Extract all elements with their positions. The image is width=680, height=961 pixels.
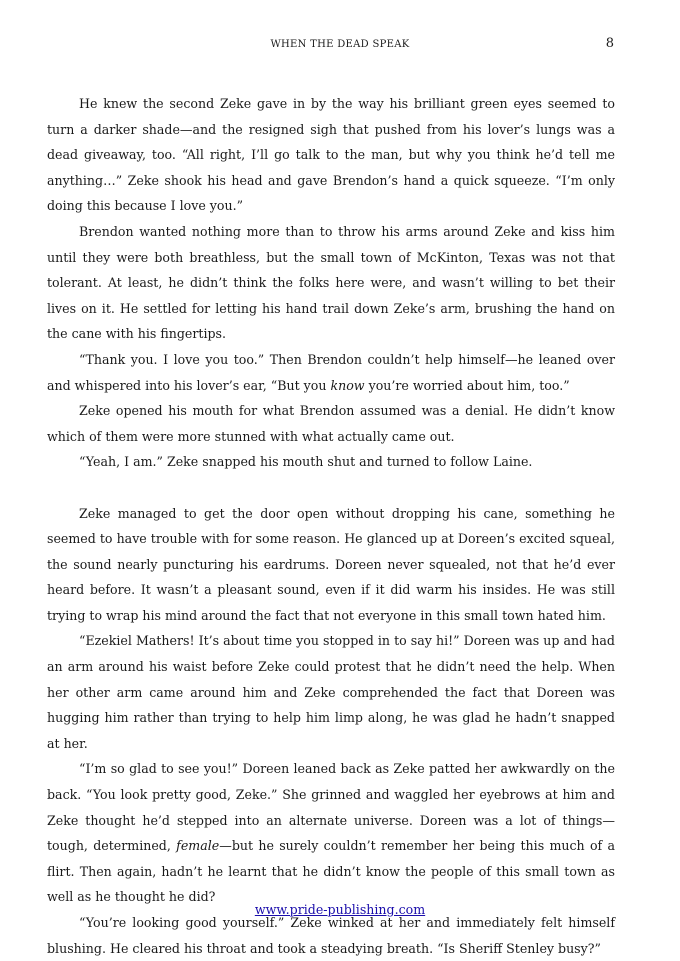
paragraph: “Yeah, I am.” Zeke snapped his mouth shut and turned to follow Laine. [79, 454, 533, 470]
paragraph: “I’m so glad to see you!” Doreen leaned back as Zeke patted her awkwardly on the back. “You look pretty good, Zeke.” She grinned and waggled her eyebrows at him and Zeke thought he’d stepped into an alternate universe. Doreen was a lot of things—tough, determined, female—but he surely couldn’t remember her being this much of a flirt. Then again, hadn’t he learnt that he didn’t know the people of this small town as well as he thought he did? [47, 761, 615, 905]
emphasis: female [176, 838, 220, 854]
paragraph: He knew the second Zeke gave in by the way his brilliant green eyes seemed to turn a darker shade—and the resigned sigh that pushed from his lover’s lungs was a dead giveaway, too. “All right, I’ll go talk to the man, but why you think he’d tell me anything…” Zeke shook his head and gave Brendon’s hand a quick squeeze. “I’m only doing this because I love you.” [47, 96, 615, 214]
paragraph: Zeke managed to get the door open without dropping his cane, something he seemed to have trouble with for some reason. He glanced up at Doreen’s excited squeal, the sound nearly puncturing his eardrums. Doreen never squealed, not that he’d ever heard before. It wasn’t a pleasant sound, even if it did warm his insides. He was still trying to wrap his mind around the fact that not everyone in this small town hated him. [47, 505, 615, 623]
emphasis: know [330, 377, 365, 393]
paragraph: “Thank you. I love you too.” Then Brendon couldn’t help himself—he leaned over and whispered into his lover’s ear, “But you know you’re worried about him, too.” [47, 351, 615, 393]
page-body [47, 91, 615, 961]
paragraph: Brendon wanted nothing more than to throw his arms around Zeke and kiss him until they were both breathless, but the small town of McKinton, Texas was not that tolerant. At least, he didn’t think the folks here were, and wasn’t willing to bet their lives on it. He settled for letting his hand trail down Zeke’s arm, brushing the hand on the cane with his fingertips. [47, 223, 615, 342]
book-title: WHEN THE DEAD SPEAK [270, 39, 410, 50]
paragraph: “You’re looking good yourself.” Zeke winked at her and immediately felt himself blushing. He cleared his throat and took a steadying breath. “Is Sheriff Stenley busy?” [47, 915, 615, 956]
publisher-link[interactable]: www.pride-publishing.com [254, 902, 426, 917]
page-number: 8 [605, 36, 614, 51]
paragraph: Zeke opened his mouth for what Brendon assumed was a denial. He didn’t know which of them were more stunned with what actually came out. [47, 403, 615, 444]
paragraph: “Ezekiel Mathers! It’s about time you stopped in to say hi!” Doreen was up and had an arm around his waist before Zeke could protest that he didn’t need the help. When her other arm came around him and Zeke comprehended the fact that Doreen was hugging him rather than trying to help him limp along, he was glad he hadn’t snapped at her. [47, 633, 615, 751]
running-header [0, 36, 680, 56]
footer [0, 902, 680, 917]
